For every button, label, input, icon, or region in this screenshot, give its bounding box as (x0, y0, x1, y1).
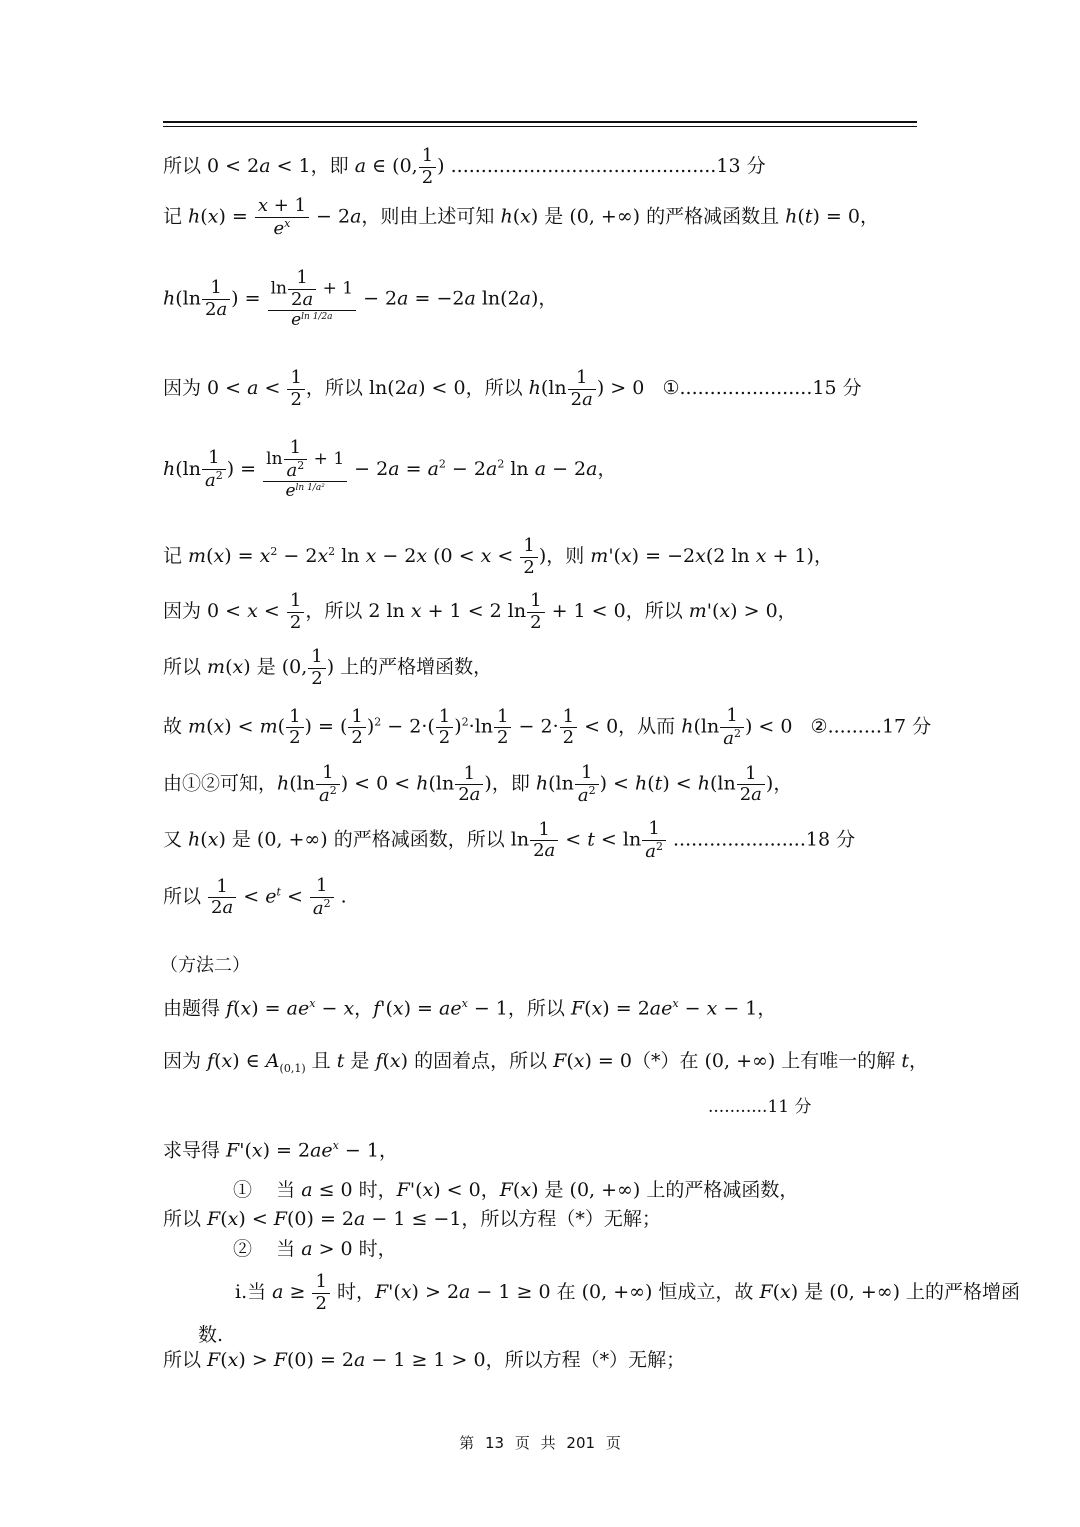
line-15: ...........11 分 (708, 1097, 812, 1117)
line-4: 因为 0 < a < $\frac{1}{2}$ ，所以 ln(2a) < 0，所以 h(ln $\frac{1}{2a}$ ) > 0 ①......................15 分 (163, 367, 862, 410)
footer-total-pages: 201 (566, 1434, 596, 1452)
line-10: 由①②可知，h(ln $\frac{1}{a^2}$ ) < 0 < h(ln $\frac{1}{2a}$ )，即 h(ln $\frac{1}{a^2}$ ) < h(t) < h(ln $\frac{1}{2a}$ )， (163, 762, 793, 806)
line-12: 所以 $\frac{1}{2a}$ < $e^t$ < $\frac{1}{a^2}$ . (163, 875, 347, 919)
line-17: ① 当 a ≤ 0 时，F'(x) < 0，F(x) 是 (0, +∞) 上的严格减函数， (233, 1179, 799, 1201)
line-8: 所以 m(x) 是 (0, $\frac{1}{2}$ ) 上的严格增函数， (163, 646, 493, 689)
line-11: 又 h(x) 是 (0, +∞) 的严格减函数，所以 ln $\frac{1}{2a}$ < t < ln $\frac{1}{a^2}$ ......................18 分 (163, 818, 856, 862)
line-2: 记 h(x) = $\frac{x + 1}{e^x}$ − 2a，则由上述可知 h(x) 是 (0, +∞) 的严格减函数且 h(t) = 0， (163, 195, 879, 239)
footer-page-word: 页 (514, 1434, 530, 1452)
footer-suffix: 页 (605, 1434, 621, 1452)
header-rule-top (163, 121, 917, 123)
footer-page-number: 13 (484, 1434, 505, 1452)
line-5: h(ln $\frac{1}{a^2}$ ) = ln $\frac{1}{a^2}$ + 1 eln 1/a² − $2a = a^2 - 2a^2$ ln a − 2a， (163, 437, 617, 502)
line-18: 所以 F(x) < F(0) = 2a − 1 ≤ −1，所以方程（*）无解； (163, 1208, 661, 1230)
line-16: 求导得 $F'(x) = 2ae^x - 1$， (163, 1139, 398, 1162)
header-rule-bottom (163, 126, 917, 127)
footer-prefix: 第 (459, 1434, 475, 1452)
line-14: 因为 f(x) ∈ $A_{(0,1)}$ 且 t 是 f(x) 的固着点，所以 F(x) = 0（*）在 (0, +∞) 上有唯一的解 t， (163, 1050, 928, 1075)
page-footer (0, 1432, 1080, 1453)
line-1: 所以 0 < 2a < 1，即 a ∈ (0, $\frac{1}{2}$ ) ............................................13 分 (163, 145, 766, 188)
line-3: h(ln $\frac{1}{2a}$ ) = ln $\frac{1}{2a}$ + 1 eln 1/2a − 2a = −2a ln(2a)， (163, 267, 558, 331)
line-20: i.当 a ≥ $\frac{1}{2}$ 时，F'(x) > 2a − 1 ≥ 0 在 (0, +∞) 恒成立，故 F(x) 是 (0, +∞) 上的严格增函 (235, 1271, 1021, 1314)
line-7: 因为 0 < x < $\frac{1}{2}$ ，所以 2 ln x + 1 < 2 ln $\frac{1}{2}$ + 1 < 0，所以 m'(x) > 0， (163, 590, 797, 633)
line-6: 记 $m(x) = x^2 - 2x^2$ ln x − 2x (0 < x < $\frac{1}{2}$ )，则 m'(x) = −2x(2 ln x + 1)， (163, 535, 833, 578)
line-22: 所以 F(x) > F(0) = 2a − 1 ≥ 1 > 0，所以方程（*）无解； (163, 1349, 686, 1371)
line-9: 故 m(x) < m( $\frac{1}{2}$ ) = ( $\frac{1}{2}$ )$^2$ − 2·( $\frac{1}{2}$ )$^2$·ln $\frac{1}{2}$ − 2· $\frac{1}{2}$ < 0，从而 h(ln $\frac{1}{a^2}$ ) < 0 ②.........17 分 (163, 705, 932, 749)
line-21: 数. (198, 1324, 224, 1346)
method-two-heading: （方法二） (160, 955, 250, 976)
line-19: ② 当 a > 0 时， (233, 1238, 397, 1260)
line-13: 由题得 $f(x) = ae^x - x$，$f'(x) = ae^x - 1$，所以 $F(x) = 2ae^x - x - 1$， (163, 997, 777, 1020)
footer-total-word: 共 (540, 1434, 556, 1452)
